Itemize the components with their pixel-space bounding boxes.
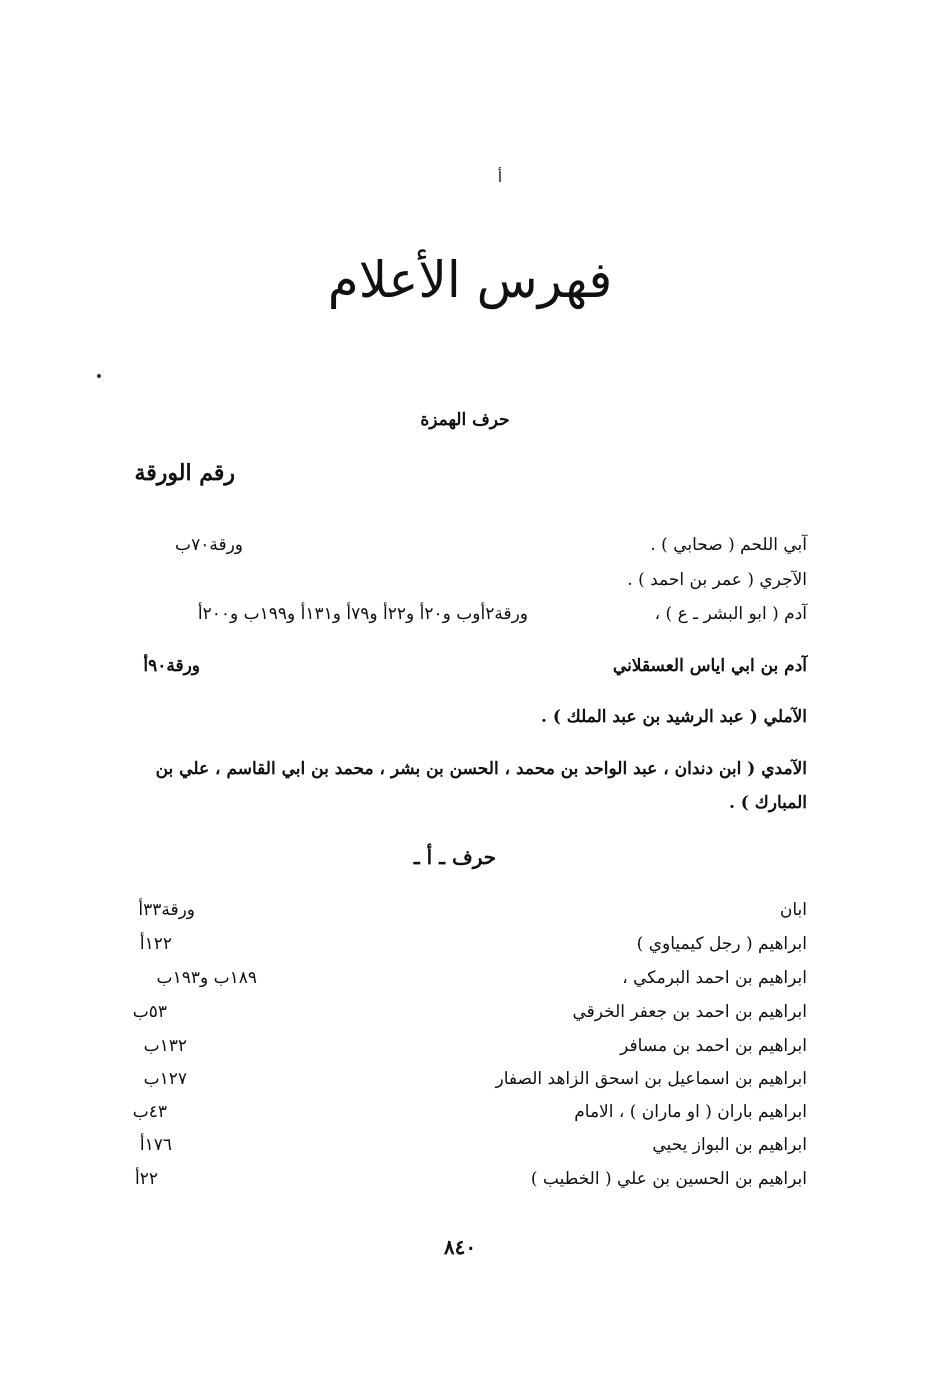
index-entry-ref: ورقة٩٠أ: [143, 656, 200, 676]
index-entry-name: آبي اللحم ( صحابي ) .: [650, 535, 807, 555]
index-entry-ref: ورقة٣٣أ: [138, 900, 195, 920]
index-entry-name: ابراهيم باران ( او ماران ) ، الامام: [574, 1102, 807, 1122]
index-entry-name: ابراهيم بن احمد بن جعفر الخرقي: [572, 1002, 807, 1022]
index-entry-ref: ٢٢أ: [135, 1169, 158, 1189]
index-entry-name: الآملي ( عبد الرشيد بن عبد الملك ) .: [540, 707, 807, 727]
section-heading-alif: حرف ـ أ ـ: [413, 845, 497, 869]
index-entry-ref: ٤٣ب: [132, 1102, 167, 1122]
index-entry-name: ابراهيم بن احمد بن مسافر: [620, 1036, 807, 1056]
index-entry-ref: ١٨٩ب و١٩٣ب: [156, 968, 257, 988]
index-entry-ref: ١٢٧ب: [143, 1069, 187, 1089]
index-entry-ref: ورقة٧٠ب: [175, 535, 243, 555]
index-entry-name: آدم ( ابو البشر ـ ع ) ،: [654, 604, 807, 624]
index-entry-name: ابراهيم بن احمد البرمكي ،: [622, 968, 807, 988]
page-title: فهرس الأعلام: [327, 251, 613, 309]
index-entry-name: ابراهيم بن البواز يحيي: [652, 1135, 807, 1155]
index-entry-name: الآجري ( عمر بن احمد ) .: [627, 570, 807, 590]
index-entry-name: ابراهيم ( رجل كيمياوي ): [636, 934, 807, 954]
index-entry-ref: ٥٣ب: [132, 1002, 167, 1022]
index-entry-ref: ١٧٦أ: [139, 1135, 172, 1155]
index-entry-name: ابراهيم بن اسماعيل بن اسحق الزاهد الصفار: [495, 1069, 807, 1089]
index-entry-name: آدم بن ابي اياس العسقلاني: [612, 656, 807, 676]
page-number-column-heading: رقم الورقة: [134, 460, 235, 486]
page-number: ٨٤٠: [443, 1235, 477, 1259]
top-page-mark: أ: [497, 168, 503, 186]
index-entry-ref: ١٣٢ب: [143, 1036, 187, 1056]
section-heading-hamza: حرف الهمزة: [420, 410, 510, 430]
index-entry-name: الآمدي ( ابن دندان ، عبد الواحد بن محمد ، الحسن بن بشر ، محمد بن ابي القاسم ، علي بن المبارك ) .: [155, 759, 807, 813]
index-entry-name: ابان: [779, 900, 807, 920]
stray-ink-dot: [97, 374, 101, 378]
index-entry-ref: ورقة٢أوب و٢٠أ و٢٢أ و٧٩أ و١٣١أ و١٩٩ب و٢٠٠أ: [197, 604, 528, 624]
index-entry-name: ابراهيم بن الحسين بن علي ( الخطيب ): [530, 1169, 807, 1189]
index-entry-ref: ١٢٢أ: [139, 934, 172, 954]
